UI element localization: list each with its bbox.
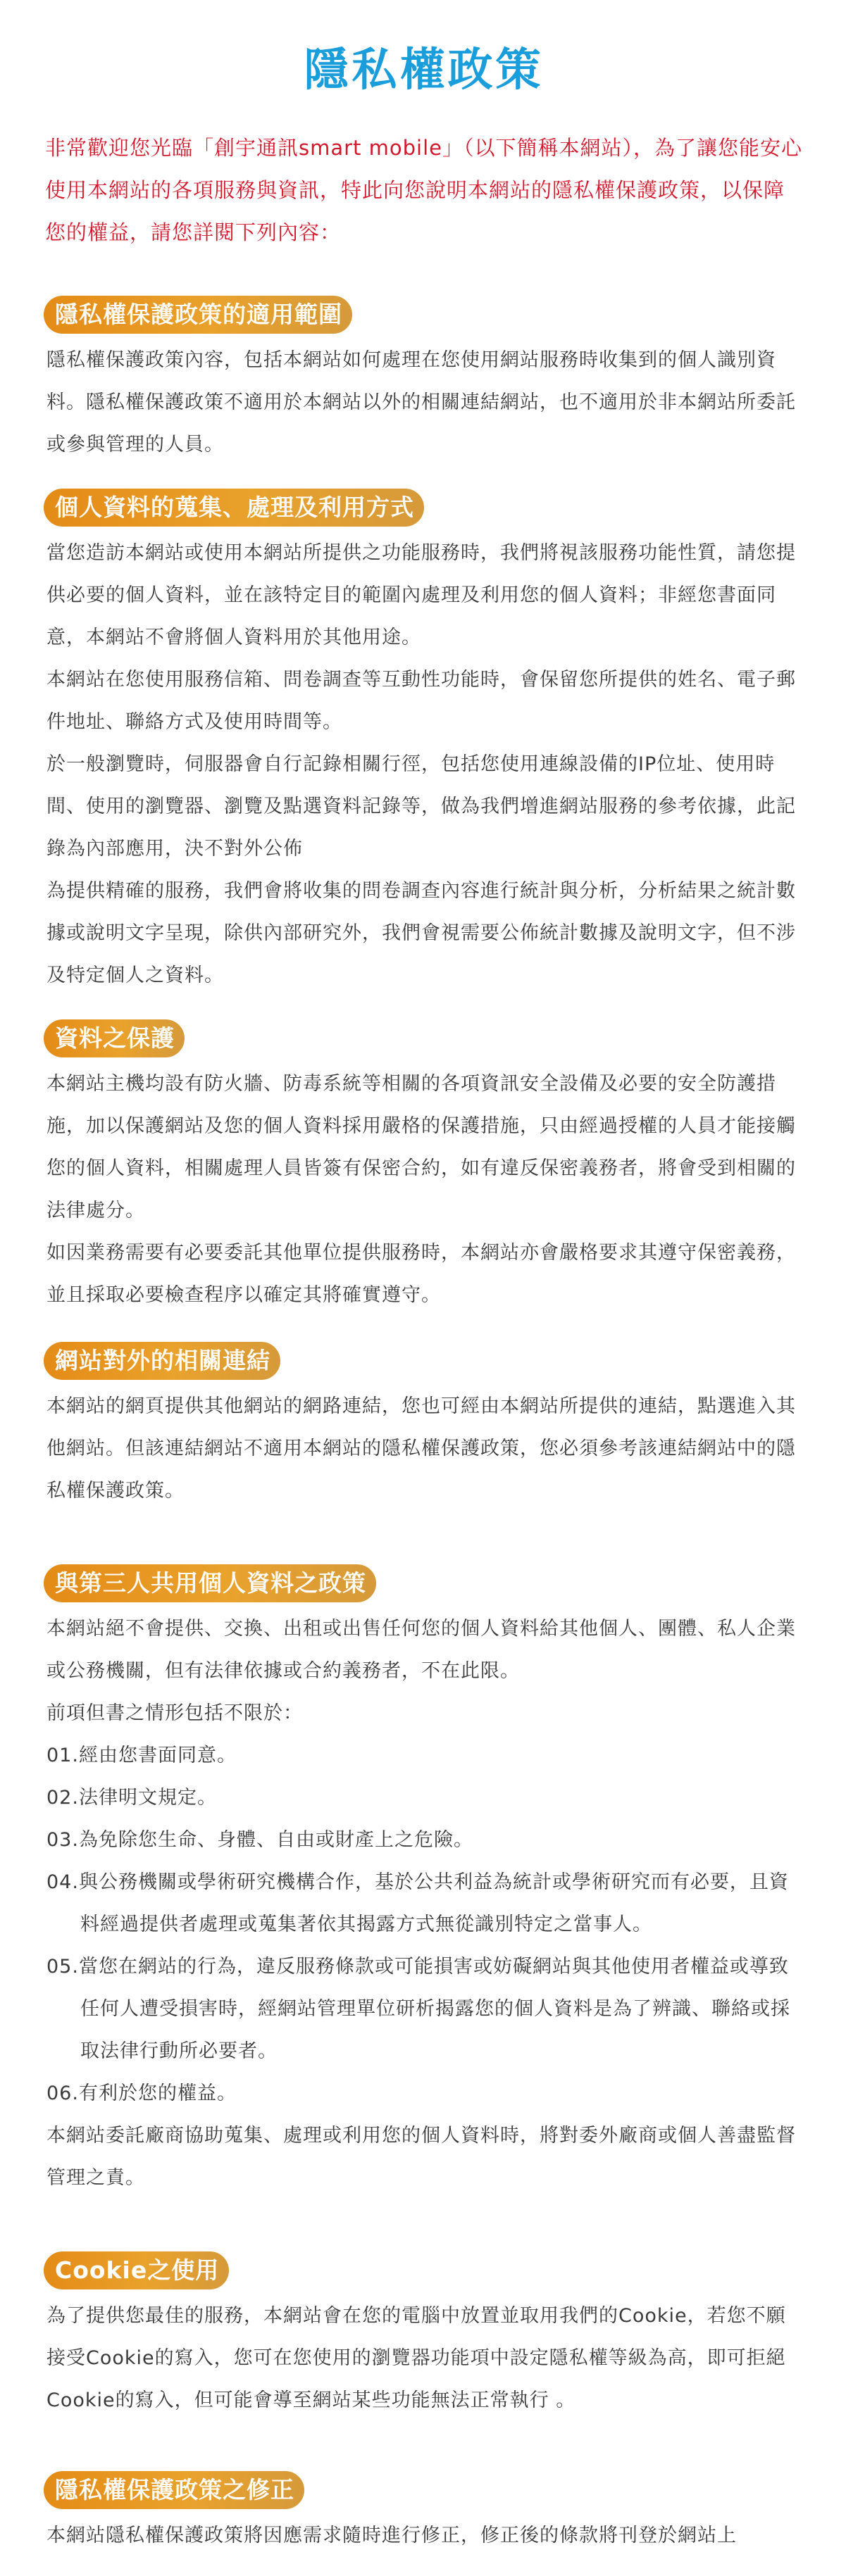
list-item: 02.法律明文規定。 [46,1787,217,1809]
paragraph: 為了提供您最佳的服務，本網站會在您的電腦中放置並取用我們的Cookie，若您不願接受Cookie的寫入，您可在您使用的瀏覽器功能項中設定隱私權等級為高，即可拒絕Cookie的寫入，但可能會導至網站某些功能無法正常執行 。 [46,2305,786,2411]
section-heading: Cookie之使用 [44,2251,229,2289]
section-heading: 與第三人共用個人資料之政策 [44,1564,376,1602]
section-policy-revision [44,2471,804,2557]
list-item: 05.當您在網站的行為，違反服務條款或可能損害或妨礙網站與其他使用者權益或導致任何人遭受損害時，經網站管理單位研析揭露您的個人資料是為了辨識、聯絡或採取法律行動所必要者。 [46,1956,790,2062]
page-title: 隱私權政策 [304,44,544,96]
section-heading: 個人資料的蒐集、處理及利用方式 [44,489,424,527]
section-content [44,339,804,466]
paragraph: 本網站在您使用服務信箱、問卷調查等互動性功能時，會保留您所提供的姓名、電子郵件地址、聯絡方式及使用時間等。 [46,669,796,733]
section-external-links [44,1342,804,1512]
list-item: 01.經由您書面同意。 [46,1745,237,1766]
section-content [44,1386,804,1512]
paragraph: 本網站的網頁提供其他網站的網路連結，您也可經由本網站所提供的連結，點選進入其他網站。但該連結網站不適用本網站的隱私權保護政策，您必須參考該連結網站中的隱私權保護政策。 [46,1395,796,1502]
section-content [44,2295,804,2422]
paragraph: 當您造訪本網站或使用本網站所提供之功能服務時，我們將視該服務功能性質，請您提供必要的個人資料，並在該特定目的範圍內處理及利用您的個人資料；非經您書面同意，本網站不會將個人資料用於其他用途。 [46,542,796,648]
list-item: 06.有利於您的權益。 [46,2082,237,2104]
section-third-party [44,1564,804,2199]
list-item: 03.為免除您生命、身體、自由或財產上之危險。 [46,1829,473,1851]
paragraph: 於一般瀏覽時，伺服器會自行記錄相關行徑，包括您使用連線設備的IP位址、使用時間、使用的瀏覽器、瀏覽及點選資料記錄等，做為我們增進網站服務的參考依據，此記錄為內部應用，決不對外公佈 [46,753,796,860]
intro-text: 非常歡迎您光臨「創宇通訊smart mobile」（以下簡稱本網站），為了讓您能安心使用本網站的各項服務與資訊，特此向您說明本網站的隱私權保護政策，以保障您的權益，請您詳閱下列內容： [45,136,802,244]
paragraph: 如因業務需要有必要委託其他單位提供服務時，本網站亦會嚴格要求其遵守保密義務，並且採取必要檢查程序以確定其將確實遵守。 [46,1242,796,1306]
section-content [44,2515,804,2557]
paragraph: 為提供精確的服務，我們會將收集的問卷調查內容進行統計與分析，分析結果之統計數據或說明文字呈現，除供內部研究外，我們會視需要公佈統計數據及說明文字，但不涉及特定個人之資料。 [46,880,796,986]
paragraph: 本網站主機均設有防火牆、防毒系統等相關的各項資訊安全設備及必要的安全防護措施，加以保護網站及您的個人資料採用嚴格的保護措施，只由經過授權的人員才能接觸您的個人資料，相關處理人員皆簽有保密合約，如有違反保密義務者，將會受到相關的法律處分。 [46,1073,796,1221]
paragraph: 本網站隱私權保護政策將因應需求隨時進行修正，修正後的條款將刊登於網站上 [46,2525,737,2546]
section-heading: 隱私權保護政策之修正 [44,2471,304,2509]
paragraph: 隱私權保護政策內容，包括本網站如何處理在您使用網站服務時收集到的個人識別資料。隱私權保護政策不適用於本網站以外的相關連結網站，也不適用於非本網站所委託或參與管理的人員。 [46,349,796,455]
section-heading: 資料之保護 [44,1019,185,1057]
section-data-protection [44,1019,804,1317]
section-cookie [44,2251,804,2422]
section-collection [44,489,804,997]
paragraph: 前項但書之情形包括不限於： [46,1702,303,1724]
section-content [44,1608,804,2199]
paragraph: 本網站委託廠商協助蒐集、處理或利用您的個人資料時，將對委外廠商或個人善盡監督管理之責。 [46,2125,796,2189]
section-heading: 網站對外的相關連結 [44,1342,280,1380]
section-heading: 隱私權保護政策的適用範圍 [44,296,352,334]
section-content [44,532,804,997]
paragraph: 本網站絕不會提供、交換、出租或出售任何您的個人資料給其他個人、團體、私人企業或公務機關，但有法律依據或合約義務者，不在此限。 [46,1618,796,1682]
section-scope [44,296,804,466]
list-item: 04.與公務機關或學術研究機構合作，基於公共利益為統計或學術研究而有必要，且資料經過提供者處理或蒐集著依其揭露方式無從識別特定之當事人。 [46,1871,789,1935]
section-content [44,1063,804,1317]
